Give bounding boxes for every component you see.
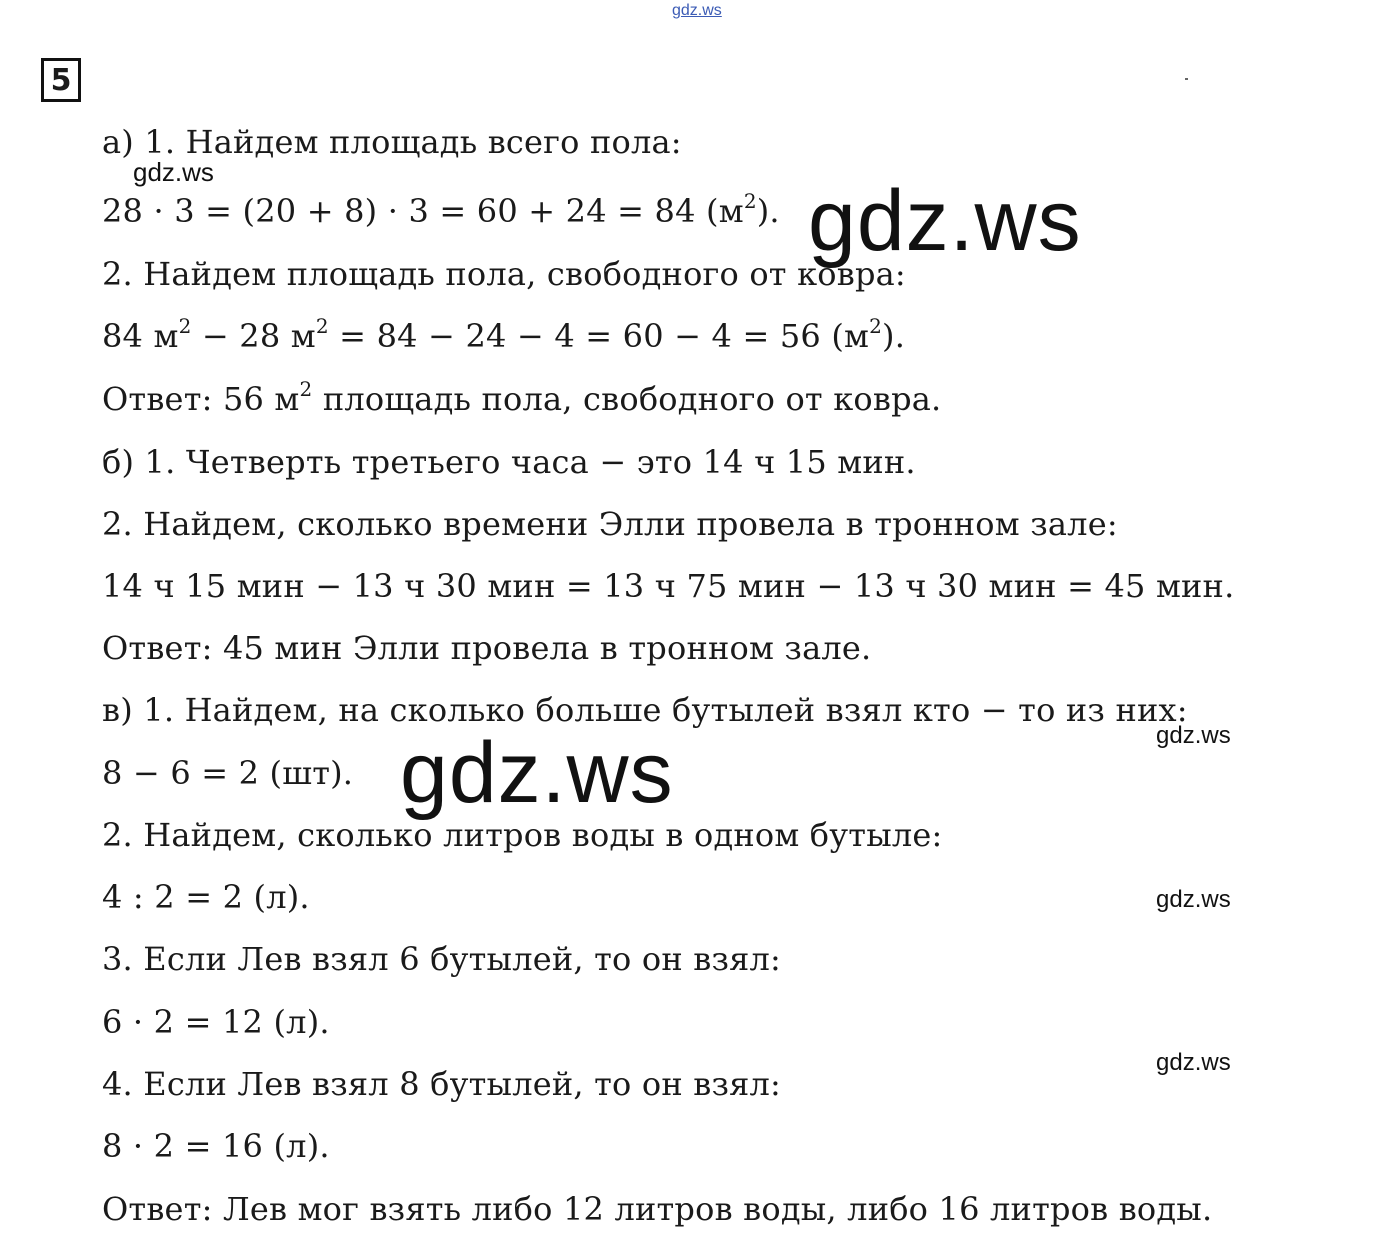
watermark-small: gdz.ws <box>1156 886 1231 913</box>
solution-line-6: б) 1. Четверть третьего часа − это 14 ч 15 мин. <box>102 443 916 481</box>
solution-line-16: 4. Если Лев взял 8 бутылей, то он взял: <box>102 1065 782 1103</box>
solution-line-15: 6 · 2 = 12 (л). <box>102 1003 330 1041</box>
watermark-top-link[interactable]: gdz.ws <box>672 2 722 19</box>
watermark-large: gdz.ws <box>400 725 674 821</box>
solution-line-7: 2. Найдем, сколько времени Элли провела в тронном зале: <box>102 505 1118 543</box>
answer-a: Ответ: 56 $м^2$ площадь пола, свободного от ковра. <box>102 377 942 418</box>
solution-line-13: 4 : 2 = 2 (л). <box>102 878 310 916</box>
answer-b: Ответ: 45 мин Элли провела в тронном зале. <box>102 629 872 667</box>
task-number-box <box>41 58 81 102</box>
task-number: 5 <box>50 62 72 98</box>
solution-line-3: 2. Найдем площадь пола, свободного от ковра: <box>102 255 906 293</box>
solution-line-2: 28 · 3 = (20 + 8) · 3 = 60 + 24 = 84 $(м^2)$. <box>102 189 780 230</box>
watermark-large: gdz.ws <box>808 173 1082 269</box>
solution-line-11: 8 − 6 = 2 (шт). <box>102 754 354 792</box>
watermark-small: gdz.ws <box>133 157 214 187</box>
decorative-dot <box>1185 78 1188 80</box>
solution-line-8: 14 ч 15 мин − 13 ч 30 мин = 13 ч 75 мин − 13 ч 30 мин = 45 мин. <box>102 567 1235 605</box>
solution-line-4: 84 $м^2 - 28$ $м^2 = 84 - 24 - 4 = 60 - 4 = 56$ $(м^2)$. <box>102 314 906 355</box>
watermark-small: gdz.ws <box>1156 1049 1231 1076</box>
solution-line-12: 2. Найдем, сколько литров воды в одном бутыле: <box>102 816 943 854</box>
solution-line-1: а) 1. Найдем площадь всего пола: <box>102 123 682 161</box>
solution-line-10: в) 1. Найдем, на сколько больше бутылей взял кто − то из них: <box>102 691 1188 729</box>
watermark-small: gdz.ws <box>1156 722 1231 749</box>
answer-c: Ответ: Лев мог взять либо 12 литров воды, либо 16 литров воды. <box>102 1190 1213 1228</box>
solution-line-17: 8 · 2 = 16 (л). <box>102 1127 330 1165</box>
solution-line-14: 3. Если Лев взял 6 бутылей, то он взял: <box>102 940 782 978</box>
